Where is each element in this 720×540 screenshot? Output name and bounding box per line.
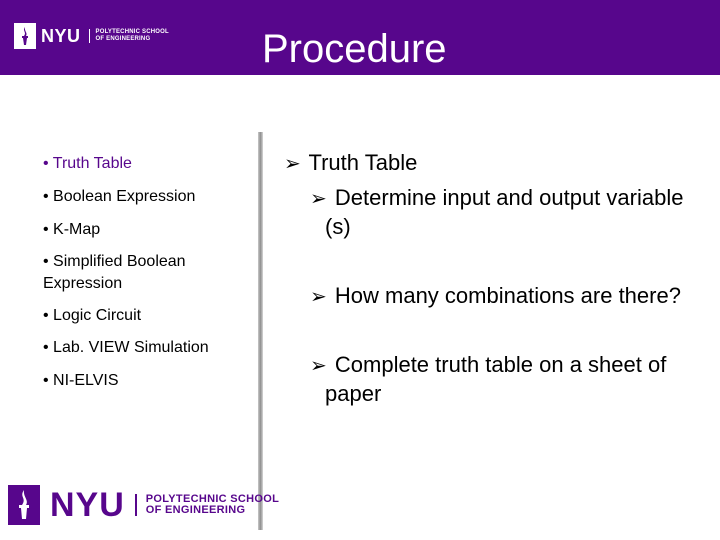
point-1-text: Determine input and output variable [334, 185, 684, 210]
logo-school-line2: OF ENGINEERING [95, 36, 151, 42]
point-3-continuation: paper [325, 381, 382, 406]
nyu-torch-icon [14, 23, 36, 49]
arrow-bullet-icon: ➢ [310, 188, 327, 210]
arrow-bullet-icon: ➢ [284, 153, 301, 175]
nyu-logo [14, 22, 169, 50]
arrow-bullet-icon: ➢ [310, 286, 327, 308]
sidebar-item-boolean-expression[interactable]: • Boolean Expression [43, 188, 196, 205]
point-2-text: How many combinations are there? [334, 283, 681, 308]
footer-logo-school-line1: POLYTECHNIC SCHOOL [145, 493, 280, 505]
sidebar-item-ni-elvis[interactable]: • NI-ELVIS [43, 372, 119, 389]
arrow-bullet-icon: ➢ [310, 355, 327, 377]
logo-school-line1: POLYTECHNIC SCHOOL [95, 29, 169, 35]
footer-logo-nyu-text: NYU [50, 485, 125, 524]
footer-nyu-logo [8, 483, 279, 527]
footer-logo-school-line2: OF ENGINEERING [145, 504, 246, 516]
point-2 [310, 281, 681, 312]
logo-nyu-text: NYU [41, 25, 81, 46]
footer-logo-school-text [135, 494, 279, 516]
page-title: Procedure [262, 27, 447, 71]
sidebar-item-simplified-boolean-expression[interactable]: • Simplified Boolean Expression [43, 253, 186, 292]
point-3-text: Complete truth table on a sheet of [334, 352, 667, 377]
sidebar-item-truth-table[interactable]: • Truth Table [43, 155, 132, 172]
vertical-divider [258, 132, 263, 530]
content-heading [284, 148, 417, 179]
point-1-continuation: (s) [325, 214, 351, 239]
header-bar [0, 0, 720, 75]
logo-school-text [89, 29, 169, 43]
sidebar-item-k-map[interactable]: • K-Map [43, 221, 101, 238]
nyu-torch-icon [8, 485, 40, 525]
sidebar-item-logic-circuit[interactable]: • Logic Circuit [43, 307, 142, 324]
point-3 [310, 350, 666, 381]
point-1 [310, 183, 683, 214]
sidebar-item-labview-simulation[interactable]: • Lab. VIEW Simulation [43, 339, 209, 356]
content-heading-text: Truth Table [308, 150, 418, 175]
